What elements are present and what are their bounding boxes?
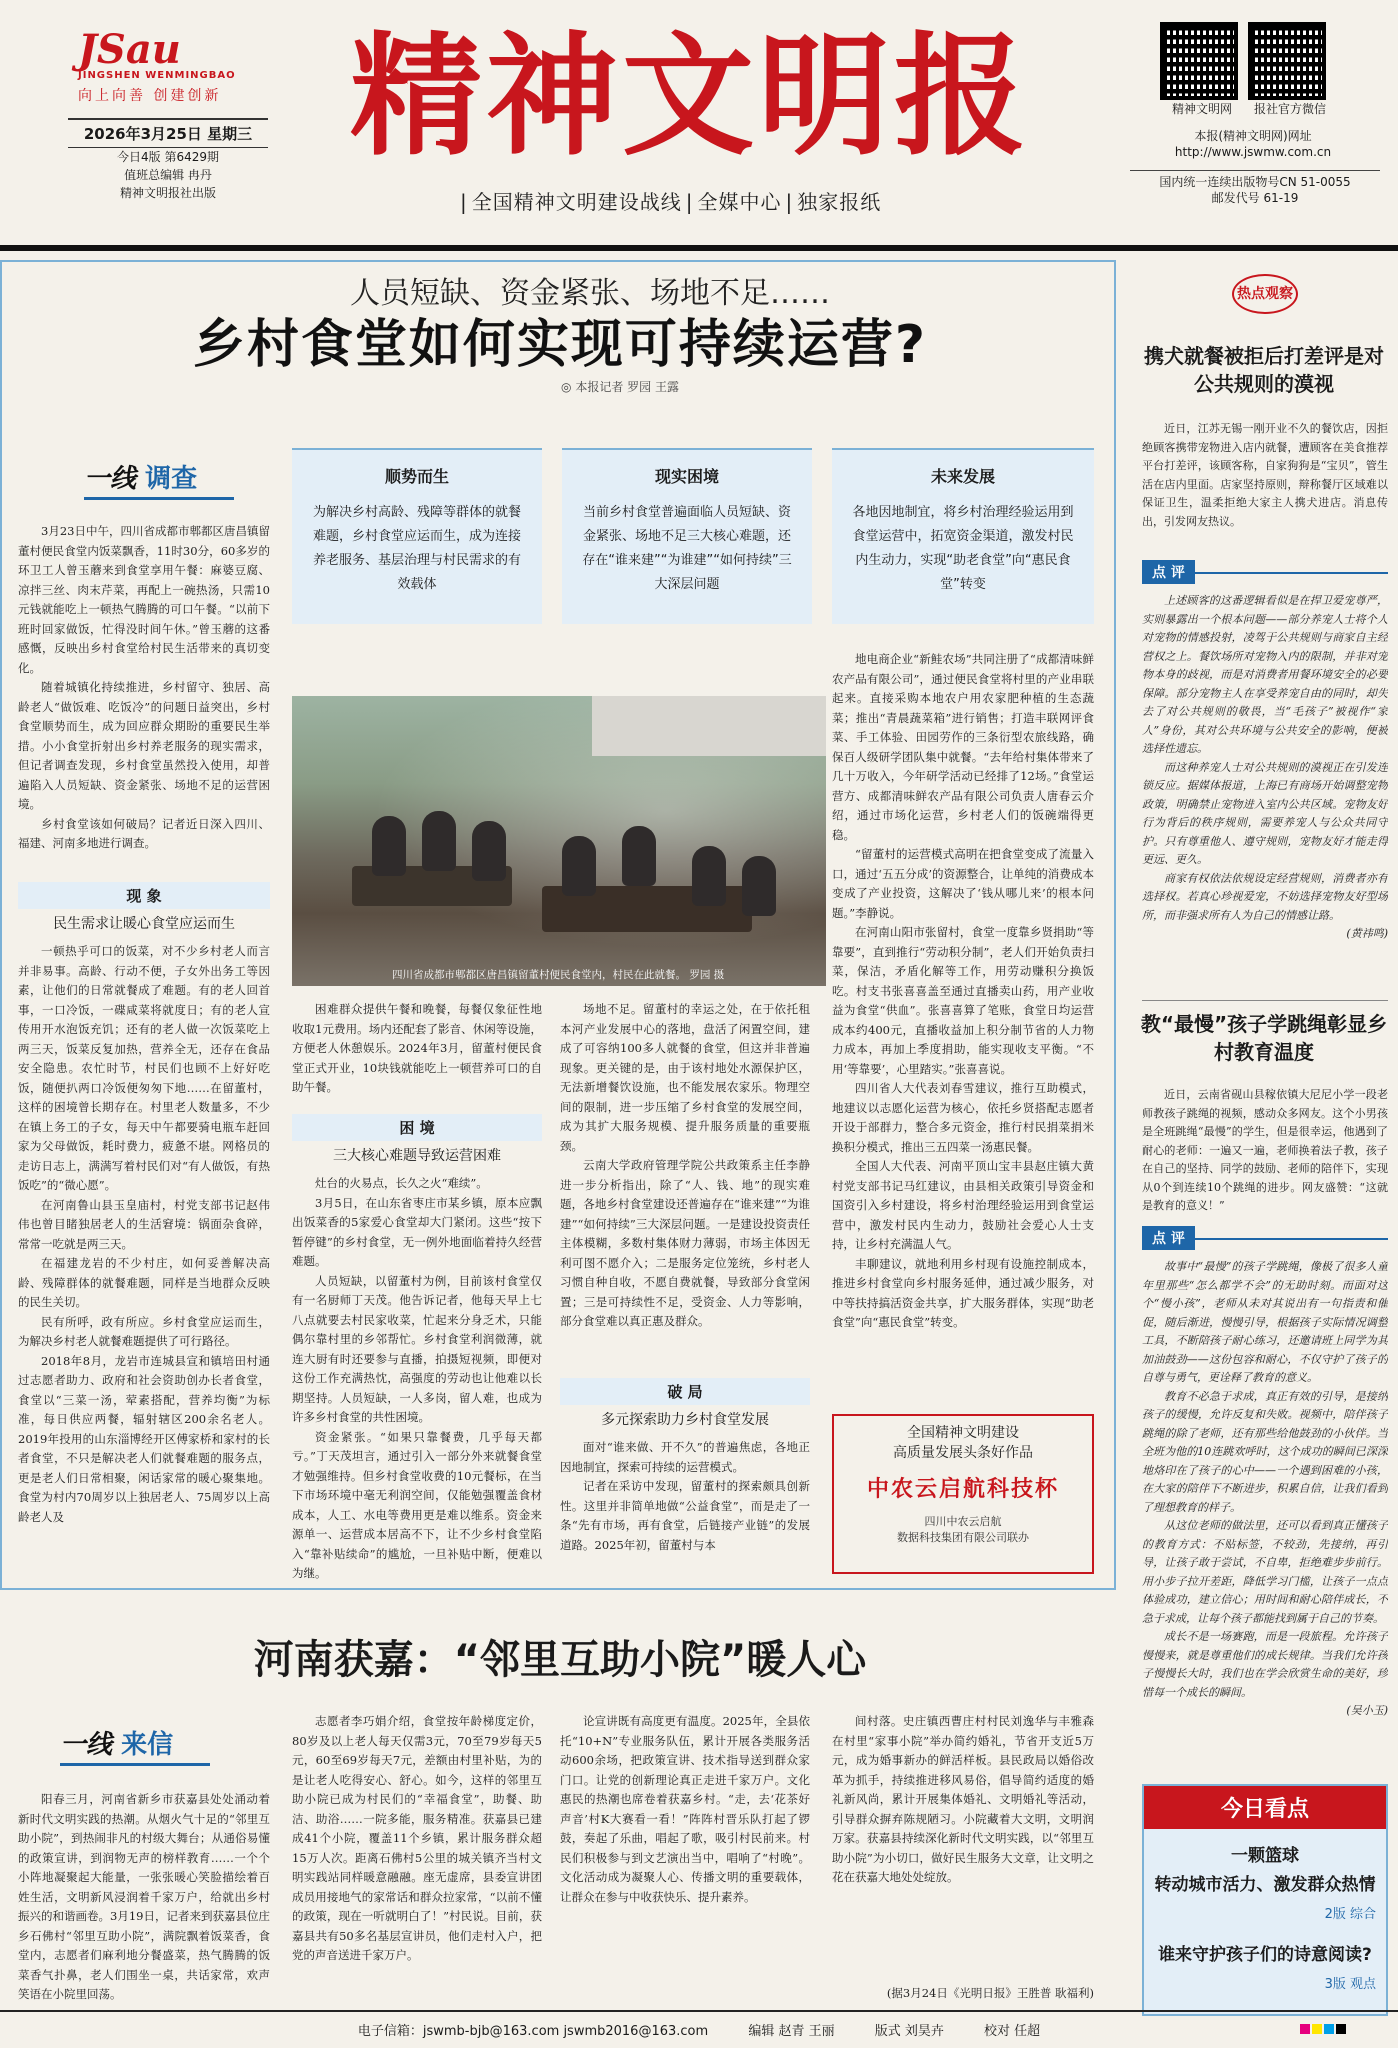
comment-paragraph: 上述顾客的这番逻辑看似是在捍卫爱宠尊严，实则暴露出一个根本问题——部分养宠人士将个人对宠物的情感投射，凌驾于公共规则与商家自主经营权之上。餐饮场所对宠物入内的限制，并非对宠物本身的歧视，而是对消费者用餐环境安全的必要保障。部分宠物主人在享受养宠自由的同时，却失去了对公共规则的敬畏，当“毛孩子”被视作“家人”身份，其对公共环境与公共安全的影响，便被选择性遗忘。 — [1142, 594, 1388, 755]
article-paragraph: 3月5日，在山东省枣庄市某乡镇，原本应飘出饭菜香的5家爱心食堂却大门紧闭。这些“按下暂停键”的乡村食堂，无一例外地面临着持久经营难题。 — [292, 1195, 542, 1268]
article-paragraph: 困难群众提供午餐和晚餐，每餐仅象征性地收取1元费用。场内还配套了影音、休闲等设施，方便老人休憩娱乐。2024年3月，留董村便民食堂正式开业，10块钱就能吃上一顿营养可口的自助午餐。 — [292, 1002, 542, 1094]
masthead — [0, 0, 1398, 255]
promo-box[interactable] — [832, 1414, 1094, 1574]
opinion-headline[interactable]: 教“最慢”孩子学跳绳彰显乡村教育温度 — [1140, 1012, 1388, 1064]
comment-paragraph: 成长不是一场赛跑，而是一段旅程。允许孩子慢慢来，就是尊重他们的成长规律。当我们允许孩子慢慢长大时，我们也在学会欣赏生命的美好，珍惜每一个成长的瞬间。 — [1142, 1630, 1388, 1699]
summary-box-body: 当前乡村食堂普遍面临人员短缺、资金紧张、场地不足三大核心难题，还存在“谁来建”“为谁建”“如何持续”三大深层问题 — [582, 505, 792, 592]
promo-org: 数据科技集团有限公司联办 — [897, 1531, 1029, 1544]
promo-line: 高质量发展头条好作品 — [893, 1445, 1033, 1461]
article-paragraph: 3月23日中午，四川省成都市郫都区唐昌镇留董村便民食堂内饭菜飘香，11时30分，60多岁的环卫工人曾玉蘑来到食堂享用午餐：麻婆豆腐、凉拌三丝、肉末芹菜，再配上一碗热汤，只需10元钱就能吃上一顿热气腾腾的可口午餐。“以前下班时回家做饭，忙得没时间午休。”曾玉蘑的这番感慨，反映出乡村食堂给村民生活带来的真切变化。 — [18, 524, 270, 675]
article-paragraph: 灶台的火易点，长久之火“难续”。 — [315, 1176, 488, 1190]
qr-code-icon[interactable] — [1160, 22, 1238, 100]
opinion-text — [1142, 420, 1388, 550]
comment-label: 点 评 — [1142, 560, 1195, 584]
subhead-title: 民生需求让暖心食堂应运而生 — [53, 916, 235, 932]
duty-editor: 值班总编辑 冉丹 — [124, 168, 212, 182]
news-photo[interactable] — [292, 696, 826, 986]
comment-text — [1142, 1258, 1388, 1772]
highlight-title[interactable]: 转动城市活力、激发群众热情 — [1154, 1875, 1376, 1895]
article-paragraph: 2018年8月，龙岩市连城县宣和镇培田村通过志愿者助力、政府和社会资助创办长者食堂，食堂以“三菜一汤，荤素搭配，营养均衡”为标准，每日供应两餐，辐射辖区200余名老人。2019年投用的山东淄博经开区傅家桥和家村的长者食堂，不只是解决老人们就餐难题的服务点，更是老人们日常相聚，闲话家常的暖心聚集地。食堂为村内70周岁以上独居老人、75周岁以上高龄老人及 — [18, 1353, 270, 1524]
tagline-item: 独家报纸 — [797, 190, 882, 214]
summary-box-head: 未来发展 — [930, 467, 995, 486]
article-paragraph: 资金紧张。“如果只靠餐费，几乎每天都亏。”丁天茂坦言，通过引入一部分外来就餐食堂才勉强维持。但乡村食堂收费的10元餐标，在当下市场环境中毫无利润空间，仅能勉强覆盖食材成本，人工、水电等费用更是难以维系。资金来源单一、运营成本居高不下，让不少乡村食堂陷入“靠补贴续命”的尴尬，一旦补贴中断，便难以为继。 — [292, 1429, 542, 1580]
issn-info — [1130, 170, 1380, 206]
article-paragraph: 全国人大代表、河南平顶山宝丰县赵庄镇大黄村党支部书记马红建议，由县相关政策引导资金和国资引入乡村建设，将乡村治理经验运用到食堂运营中，激发村民内生动力，鼓励社会爱心人士支持，让乡村充满温人气。 — [832, 1159, 1094, 1251]
comment-paragraph: 从这位老师的做法里，还可以看到真正懂孩子的教育方式：不贴标签，不较劲，先接纳，再引导，让孩子敢于尝试，不自卑，拒绝难步步前行。用小步子拉开差距，降低学习门槛，让孩子一点点体验成功，建立信心；用时间和耐心陪伴成长，不急于求成，让每个孩子都能找到属于自己的节奏。 — [1142, 1519, 1388, 1625]
issue-meta — [68, 118, 268, 202]
registration-mark-icon — [1336, 2024, 1346, 2034]
article-paragraph: 四川省人大代表刘春雪建议，推行互助模式，地建议以志愿化运营为核心，依托乡贤搭配志愿者开设于部群力，整合多元资金，推行村民捐菜捐米换积分模式，推出三五四菜一汤惠民餐。 — [832, 1081, 1094, 1154]
footer-design: 版式 刘昊卉 — [874, 2024, 944, 2039]
summary-box-body: 为解决乡村高龄、残障等群体的就餐难题，乡村食堂应运而生，成为连接养老服务、基层治理与村民需求的有效载体 — [312, 505, 521, 592]
bottom-headline[interactable]: 河南获嘉：“邻里互助小院”暖人心 — [253, 1637, 867, 1683]
highlight-title[interactable]: 谁来守护孩子们的诗意阅读? — [1158, 1945, 1372, 1965]
comment-label: 点 评 — [1142, 1226, 1195, 1250]
newspaper-title: 精神文明报 — [350, 19, 1030, 174]
qr-label: 报社官方微信 — [1253, 102, 1326, 116]
publisher: 精神文明报社出版 — [119, 186, 216, 200]
article-text-column — [560, 1438, 810, 1584]
masthead-tagline: | 全国精神文明建设战线 | 全媒中心 | 独家报纸 — [460, 186, 885, 215]
lead-byline: ◎ 本报记者 罗园 王露 — [561, 380, 679, 394]
column-tag-label: 调查 — [145, 464, 198, 494]
site-info — [1138, 128, 1368, 160]
section-subhead — [292, 1114, 542, 1165]
article-text-column — [18, 522, 270, 880]
subhead-title: 三大核心难题导致运营困难 — [333, 1148, 501, 1164]
lead-kicker: 人员短缺、资金紧张、场地不足…… — [350, 276, 830, 311]
column-tag-label: 来信 — [121, 1730, 174, 1760]
section-subhead — [560, 1378, 810, 1429]
today-highlights — [1142, 1784, 1388, 2016]
masthead-divider — [0, 245, 1398, 251]
subhead-label: 破 局 — [560, 1378, 810, 1405]
photo-caption: 四川省成都市郫都区唐昌镇留董村便民食堂内，村民在此就餐。 罗园 摄 — [392, 969, 725, 981]
registration-mark-icon — [1312, 2024, 1322, 2034]
article-source: (据3月24日《光明日报》王胜普 耿福利) — [886, 1986, 1094, 2000]
summary-box-head: 顺势而生 — [384, 467, 449, 486]
article-text-column — [832, 1712, 1094, 1982]
footer-editors: 编辑 赵青 王丽 — [748, 2024, 835, 2039]
subhead-label: 困 境 — [292, 1114, 542, 1141]
footer-email[interactable]: 电子信箱：jswmb-bjb@163.com jswmb2016@163.com — [357, 2024, 709, 2039]
promo-brand: 中农云启航科技杯 — [866, 1477, 1059, 1502]
article-paragraph: 在河南山阳市张留村，食堂一度靠乡贤捐助“等靠要”，直到推行“劳动积分制”，老人们开始负责扫菜，保洁，矛盾化解等工作，用劳动赚积分换饭吃。村支书张喜喜盖至通过直播卖山药，用产业收益为食堂“供血”。张喜喜算了笔账，食堂日均运营成本约400元，直播收益加上积分制节省的人力物力成本，再加上季度捐助，能实现收支平衡。“不用‘等靠要’，心里踏实。”张喜喜说。 — [832, 925, 1094, 1076]
summary-box — [832, 448, 1094, 624]
tagline-item: 全媒中心 — [697, 190, 782, 214]
comment-paragraph: 故事中“最慢”的孩子学跳绳，像极了很多人童年里那些“怎么都学不会”的无助时刻。而面对这个“慢小孩”，老师从未对其说出有一句指责和催促，随后渐进，慢慢引导，根据孩子实际情况调整工具，不断陪孩子耐心练习，还邀请班上同学为其加油鼓劲——这份包容和耐心，不仅守护了孩子的自尊与勇气，更诠释了教育的意义。 — [1142, 1260, 1388, 1384]
promo-org: 四川中农云启航 — [924, 1515, 1002, 1528]
logo-latin: JINGSHEN WENMINGBAO — [78, 70, 236, 81]
comment-author: (吴小玉) — [1346, 1704, 1388, 1717]
issue-pages: 今日4版 第6429期 — [117, 150, 219, 164]
site-label: 本报(精神文明网)网址 — [1194, 129, 1312, 143]
section-subhead — [18, 882, 270, 933]
column-tag — [84, 458, 234, 500]
article-paragraph: 云南大学政府管理学院公共政策系主任李静进一步分析指出，除了“人、钱、地”的现实难题，各地乡村食堂建设还普遍存在“谁来建”“为谁建”“如何持续”三大深层问题。一是建设投资责任主体模糊，多数村集体财力薄弱，市场主体因无利可图不愿介入；二是服务定位笼统，乡村老人习惯自种自收，不愿自费就餐，导致部分食堂闲置；三是可持续性不足，受资金、人力等影响，部分食堂难以真正惠及群众。 — [560, 1158, 810, 1328]
article-text-column — [560, 1712, 810, 2002]
summary-box — [292, 448, 542, 624]
logo-mark: JSau — [78, 26, 181, 73]
newspaper-logo — [78, 26, 258, 105]
qr-label: 精神文明网 — [1171, 102, 1232, 116]
article-paragraph: 间村落。史庄镇西曹庄村村民刘逸华与丰雅森在村里“家事小院”举办简约婚礼，节省开支近5万元，成为婚事新办的鲜活样板。县民政局以婚俗改革为抓手，持续推进移风易俗，倡导简约适度的婚礼新风尚，累计开展集体婚礼、文明婚礼等活动，引导群众摒弃陈规陋习。小院藏着大文明，文明润万家。获嘉县持续深化新时代文明实践，以“邻里互助小院”为小切口，做好民生服务大文章，让文明之花在获嘉大地处处绽放。 — [832, 1714, 1094, 1884]
qr-codes — [1160, 22, 1360, 117]
article-paragraph: 场地不足。留董村的幸运之处，在于依托租本河产业发展中心的落地，盘活了闲置空间，建成了可容纳100多人就餐的食堂，但这并非普遍现象。更关键的是，由于该村地处水源保护区，无法新增餐饮设施，也不能发展农家乐。物理空间的限制，进一步压缩了乡村食堂的发展空间，成为其扩大服务规模、提升服务质量的重要瓶颈。 — [560, 1002, 810, 1153]
article-paragraph: 地电商企业“新鲑农场”共同注册了“成都清味鲜农产品有限公司”，通过便民食堂将村里的产业串联起来。直接采购本地农户用农家肥种植的生态蔬菜；推出“青晨蔬菜箱”进行销售；打造丰联网评食菜、手工体验、田园劳作的三条衍型农旅线路，确保百人级研学团队集中就餐。“去年给村集体带来了几十万收入，今年研学活动已经排了12场。”食堂运营方、成都清味鲜农产品有限公司负责人唐春云介绍，通过市场化运营，乡村老人们的饭碗端得更稳。 — [832, 652, 1094, 842]
comment-paragraph: 商家有权依法依规设定经营规则，消费者亦有选择权。若真心珍视爱宠，不妨选择宠物友好型场所，而非强求所有人为自己的情感让路。 — [1142, 871, 1388, 922]
lead-headline[interactable]: 乡村食堂如何实现可持续运营? — [192, 315, 928, 375]
article-text-column — [560, 1000, 810, 1376]
subhead-label: 现 象 — [18, 882, 270, 909]
article-paragraph: 记者在采访中发现，留董村的探索颇具创新性。这里并非简单地做“公益食堂”，而是走了一条“先有市场，再有食堂，后链接产业链”的发展道路。2025年初，留董村与本 — [560, 1479, 810, 1552]
comment-text — [1142, 592, 1388, 1000]
comment-author: (黄祎鸣) — [1346, 927, 1388, 940]
article-text-column — [292, 1174, 542, 1586]
article-text-column — [292, 1712, 542, 2002]
article-paragraph: 在福建龙岩的不少村庄，如何妥善解决高龄、残障群体的就餐难题，同样是当地群众反映的民生关切。 — [18, 1256, 270, 1309]
postcode: 邮发代号 61-19 — [1211, 191, 1299, 205]
article-paragraph: 论宣讲既有高度更有温度。2025年，全县依托“10+N”专业服务队伍，累计开展各类服务活动600余场，把政策宣讲、技术指导送到群众家门口。让党的创新理论真正走进千家万户。文化惠民的热潮也席卷着获嘉乡村。“走，去‘花茶好声音’村K大赛看一看！”阵阵村晋乐队打起了锣鼓，奏起了乐曲，唱起了歌，吸引村民前来。村民们积极参与到文艺演出当中，唱响了“村晚”。文化活动成为凝聚人心、传播文明的重要载体，让群众在参与中收获快乐、提升素养。 — [560, 1714, 810, 1904]
summary-box-head: 现实困境 — [654, 467, 719, 486]
logo-slogan: 向上向善 创建创新 — [78, 88, 222, 104]
comment-paragraph: 教育不必急于求成，真正有效的引导，是接纳孩子的缓慢，允许反复和失败。视频中，陪伴孩子跳绳的除了老师，还有那些给他鼓劲的小伙伴。当全班为他的10连跳欢呼时，这个成功的瞬间已深深地烙印在了孩子的心中——一个遇到困难的小孩，在大家的陪伴下不断进步，积累自信，让我们看到了理想教育的样子。 — [1142, 1389, 1388, 1514]
today-head: 今日看点 — [1144, 1786, 1386, 1829]
hot-topic-badge: 热点观察 — [1232, 274, 1298, 314]
issue-date: 2026年3月25日 星期三 — [68, 118, 268, 148]
issn-number: 国内统一连续出版物号CN 51-0055 — [1159, 175, 1351, 189]
article-paragraph: 民有所呼，政有所应。乡村食堂应运而生，为解决乡村老人就餐难题提供了可行路径。 — [18, 1314, 270, 1348]
article-paragraph: 面对“谁来做、开不久”的普遍焦虑，各地正因地制宜，探索可持续的运营模式。 — [560, 1440, 810, 1474]
summary-box-body: 各地因地制宜，将乡村治理经验运用到食堂运营中，拓宽资金渠道，激发村民内生动力，实现“助老食堂”向“惠民食堂”转变 — [852, 505, 1074, 592]
article-paragraph: 志愿者李巧娟介绍，食堂按年龄梯度定价，80岁及以上老人每天仅需3元，70至79岁每天5元，60至69岁每天7元，差额由村里补贴，为的是让老人吃得安心、舒心。如今，这样的邻里互助小院已成为村民们的“幸福食堂”，助餐、助洁、助浴……一院多能，服务精准。获嘉县已建成41个小院，覆盖11个乡镇，累计服务群众超15万人次。距离石佛村5公里的城关镇齐当村文明实践站同样暖意融融。座无虚席，县委宣讲团成员用接地气的家常话和群众拉家常，“以前不懂的政策，现在一听就明白了！”村民说。目前，获嘉县共有50多名基层宣讲员，他们走村入户，把党的声音送进千家万户。 — [292, 1714, 542, 1962]
highlight-title[interactable]: 一颗篮球 — [1231, 1846, 1299, 1866]
article-text-column — [292, 1000, 542, 1112]
tagline-item: 全国精神文明建设战线 — [471, 190, 682, 214]
subhead-title: 多元探索助力乡村食堂发展 — [601, 1412, 769, 1428]
opinion-paragraph: 近日，江苏无锡一刚开业不久的餐饮店，因拒绝顾客携带宠物进入店内就餐，遭顾客在美食推荐平台打差评，该顾客称，自家狗狗是“宝贝”，管生活在店内里面。店家坚持原则，辩称餐厅区域难以保证卫生，温柔拒绝大家主人携犬进店。消息传出，引发网友热议。 — [1142, 422, 1388, 528]
registration-mark-icon — [1324, 2024, 1334, 2034]
highlight-page[interactable]: 2版 综合 — [1324, 1907, 1376, 1922]
article-paragraph: 人员短缺，以留董村为例，目前该村食堂仅有一名厨师丁天茂。他告诉记者，他每天早上七八点就要去村民家收菜，忙起来分身乏术，只能偶尔靠村里的乡邻帮忙。乡村食堂利润微薄，就连大厨有时还要参与直播，拍摄短视频，即便对这份工作充满热忱，高强度的劳动也让他难以长期坚持。人员短缺，一人多岗，留人难，也成为许多乡村食堂的共性困境。 — [292, 1273, 542, 1424]
article-paragraph: 丰聊建议，就地利用乡村现有设施控制成本，推进乡村食堂向乡村服务延伸，通过减少服务，对中等扶持搞活资金共享，扩大服务群体，实现“助老食堂”向“惠民食堂”转变。 — [832, 1256, 1094, 1329]
qr-code-icon[interactable] — [1248, 22, 1326, 100]
comment-paragraph: 而这种养宠人士对公共规则的漠视正在引发连锁反应。据媒体报道，上海已有商场开始调整宠物政策，明确禁止宠物进入室内公共区域。宠物友好行为背后的秩序规则，需要养宠人与公众共同守护。只有尊重他人、遵守规则，宠物友好才能走得更远、更久。 — [1142, 760, 1388, 866]
registration-mark-icon — [1300, 2024, 1310, 2034]
article-paragraph: 乡村食堂该如何破局？记者近日深入四川、福建、河南多地进行调查。 — [18, 816, 270, 850]
article-paragraph: 一顿热乎可口的饭菜，对不少乡村老人而言并非易事。高龄、行动不便，子女外出务工等因素，让他们的日常就餐成了难题。有的老人回首事，一口冷饭，一碟咸菜将就度日；有的老人宣传用开水泡饭充饥；还有的老人做一次饭菜吃上两三天，饭菜反复加热，营养全无，还存在食品安全隐患。农忙时节，村民们也顾不上好好吃饭，随便扒两口冷饭便匆匆下地……在留董村，这样的困境曾长期存在。村里老人数量多，不少在镇上务工的子女，每天中午都要骑电瓶车赶回家为父母做饭，耗时费力，疲惫不堪。网格员的走访日志上，满满写着村民们对“有人做饭，有热饭吃”的“微心愿”。 — [18, 944, 270, 1192]
footer-proof: 校对 任超 — [984, 2024, 1041, 2039]
opinion-paragraph: 近日，云南省砚山县稼依镇大尼尼小学一段老师教孩子跳绳的视频，感动众多网友。这个小男孩是全班跳绳“最慢”的学生，但是很幸运，他遇到了耐心的老师：一遍又一遍，老师换着法子教，孩子在自己的坚持、同学的鼓励、老师的陪伴下，实现从0个到连续10个跳绳的进步。网友盛赞：“这就是教育的意义！” — [1142, 1088, 1388, 1212]
article-text-column — [18, 942, 270, 1584]
article-paragraph: 随着城镇化持续推进，乡村留守、独居、高龄老人“做饭难、吃饭冷”的问题日益突出，乡村食堂顺势而生，成为回应群众期盼的重要民生举措。小小食堂折射出乡村养老服务的现实需求，但记者调查发现，乡村食堂虽然投入使用，却普遍陷入人员短缺、资金紧张、场地不足的运营困境。 — [18, 680, 270, 811]
highlight-page[interactable]: 3版 观点 — [1324, 1977, 1376, 1992]
opinion-text — [1142, 1086, 1388, 1216]
site-url[interactable]: http://www.jswmw.com.cn — [1174, 145, 1332, 159]
article-paragraph: 阳春三月，河南省新乡市获嘉县处处涌动着新时代文明实践的热潮。从烟火气十足的“邻里互助小院”，到热闹非凡的村级大舞台；从通俗易懂的政策宣讲，到润物无声的榜样教育……一个个小阵地凝聚起大能量，一张张暖心笑脸描绘着百姓生活，文明新风浸润着千家万户，给就出乡村振兴的和谐画卷。3月19日，记者来到获嘉县位庄乡石佛村“邻里互助小院”，满院飘着饭菜香，食堂内，志愿者们麻利地分餐盛菜，热气腾腾的饭菜香气扑鼻，老人们围坐一桌，共话家常，欢声笑语在小院里回荡。 — [18, 1792, 270, 2000]
article-text-column — [18, 1790, 270, 2000]
page-footer — [0, 2010, 1398, 2048]
column-tag-pre: 一线 — [84, 464, 137, 494]
article-paragraph: “留董村的运营模式高明在把食堂变成了流量入口，通过‘五五分成’的资源整合，让单纯的消费成本变成了产业投资，这解决了‘钱从哪儿来’的根本问题。”李静说。 — [832, 847, 1094, 920]
summary-box — [562, 448, 812, 624]
column-tag-pre: 一线 — [60, 1730, 113, 1760]
article-paragraph: 在河南鲁山县玉皇庙村，村党支部书记赵伟伟也曾目睹独居老人的生活窘境：锅面杂食碎，常常一吃就是两三天。 — [18, 1197, 270, 1251]
column-tag — [60, 1724, 210, 1766]
opinion-headline[interactable]: 携犬就餐被拒后打差评是对公共规则的漠视 — [1144, 344, 1384, 396]
article-text-column — [832, 650, 1094, 1402]
promo-line: 全国精神文明建设 — [907, 1425, 1019, 1441]
